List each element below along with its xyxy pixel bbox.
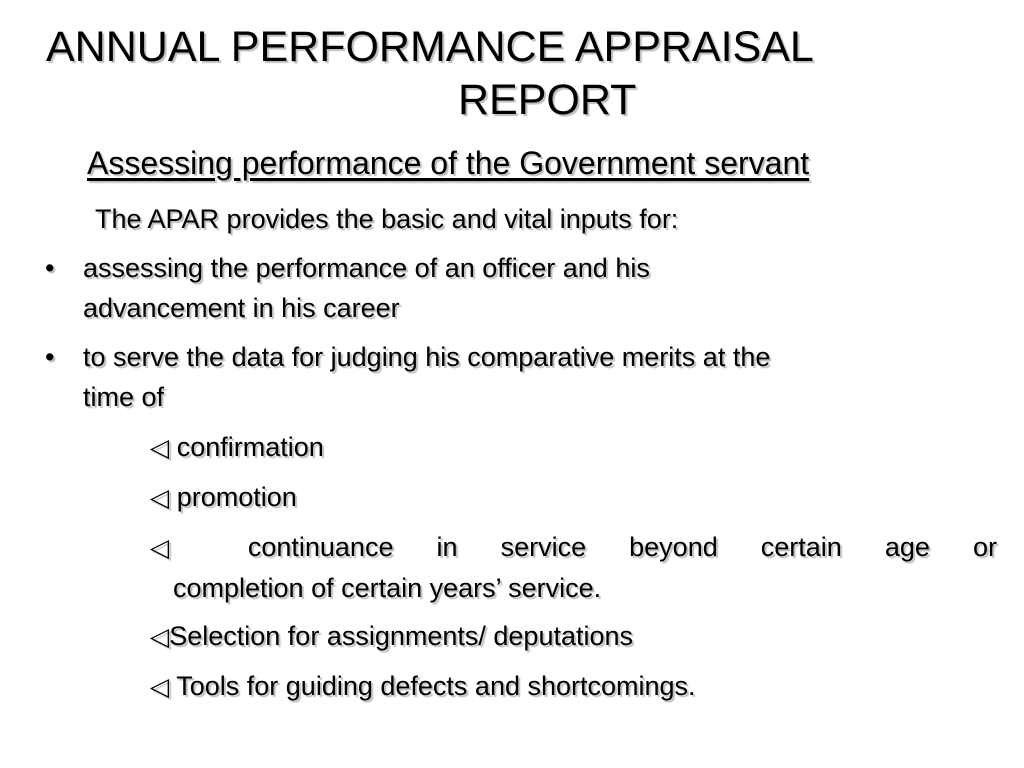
sub-item-tools bbox=[150, 666, 696, 707]
triangle-left-icon: ◁ bbox=[150, 672, 170, 701]
slide-title-line-2: REPORT bbox=[458, 76, 637, 124]
sub-item-confirmation bbox=[150, 427, 324, 468]
bullet-marker: • bbox=[45, 342, 55, 372]
bullet-text-line-1: assessing the performance of an officer and his bbox=[83, 253, 650, 283]
bullet-item-comparative-merits bbox=[83, 337, 997, 417]
sub-item-text-line-1: continuance in service beyond certain age or bbox=[247, 532, 997, 562]
sub-item-text-line-2: completion of certain years’ service. bbox=[173, 573, 602, 603]
bullet-item-assessing bbox=[83, 248, 997, 328]
sub-item-selection bbox=[150, 616, 633, 657]
bullet-text-line-2: advancement in his career bbox=[83, 293, 400, 323]
sub-item-promotion bbox=[150, 477, 297, 518]
slide-title-line-1: ANNUAL PERFORMANCE APPRAISAL bbox=[46, 23, 814, 71]
triangle-left-icon: ◁ bbox=[150, 483, 170, 512]
sub-item-text: promotion bbox=[176, 482, 297, 512]
sub-item-text: confirmation bbox=[176, 432, 324, 462]
bullet-text-line-2: time of bbox=[83, 382, 165, 412]
sub-item-text: Selection for assignments/ deputations bbox=[169, 621, 634, 651]
bullet-text-line-1: to serve the data for judging his comparative merits at the bbox=[83, 342, 771, 372]
sub-item-continuance bbox=[150, 527, 997, 608]
slide-subtitle: Assessing performance of the Government servant bbox=[87, 145, 810, 181]
triangle-left-icon: ◁ bbox=[150, 533, 205, 562]
intro-text: The APAR provides the basic and vital inputs for: bbox=[95, 204, 679, 234]
triangle-left-icon: ◁ bbox=[150, 433, 170, 462]
sub-item-text: Tools for guiding defects and shortcomings. bbox=[176, 671, 696, 701]
triangle-left-icon: ◁ bbox=[150, 622, 170, 651]
bullet-marker: • bbox=[45, 253, 55, 283]
